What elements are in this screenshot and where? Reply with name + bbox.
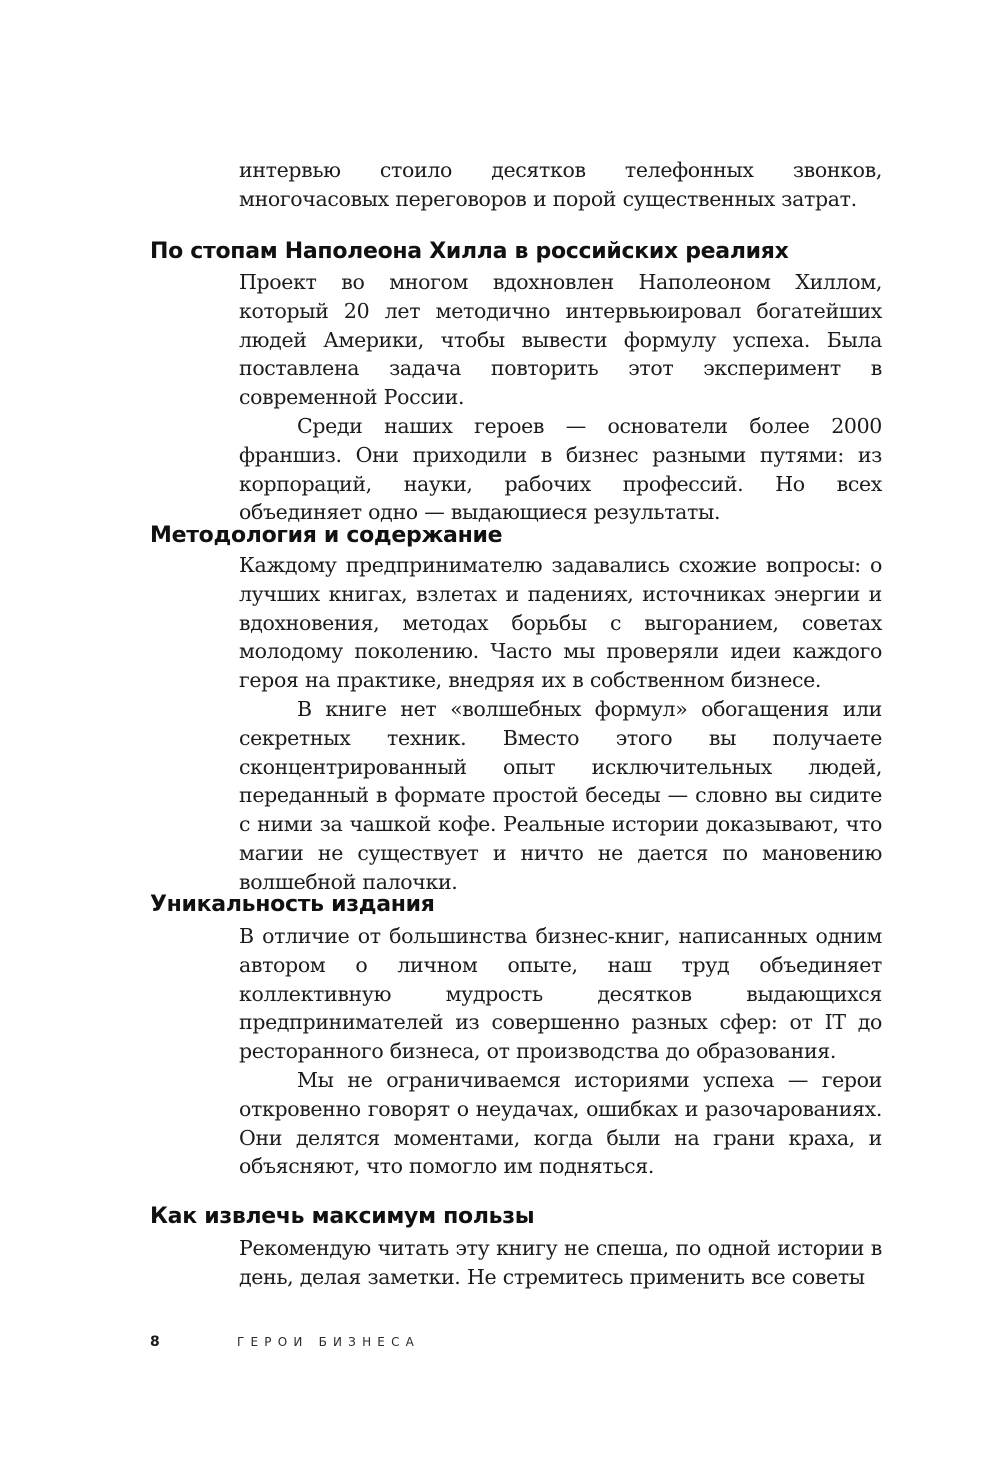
paragraph: Каждому предпринимателю задавались схожие вопросы: о лучших книгах, взлетах и падениях, источниках энергии и вдохновения, методах борьбы с выгоранием, советах молодому поколению. Часто мы проверяли идеи каждого героя на практике, внедряя их в собственном бизнесе.: [239, 553, 882, 693]
section-heading-max-benefit: Как извлечь максимум пользы: [150, 1204, 535, 1229]
section-body-uniqueness: [239, 922, 882, 1181]
section-body-napoleon-hill: [239, 268, 882, 527]
section-heading-napoleon-hill: По стопам Наполеона Хилла в российских реалиях: [150, 239, 789, 264]
running-title: ГЕРОИ БИЗНЕСА: [237, 1335, 421, 1349]
paragraph: Рекомендую читать эту книгу не спеша, по одной истории в день, делая заметки. Не стремитесь применить все советы: [239, 1236, 882, 1289]
paragraph: Мы не ограничиваемся историями успеха — герои откровенно говорят о неудачах, ошибках и разочарованиях. Они делятся моментами, когда были на грани краха, и объясняют, что помогло им подняться.: [239, 1067, 882, 1179]
intro-block: [239, 156, 882, 214]
paragraph: Среди наших героев — основатели более 2000 франшиз. Они приходили в бизнес разными путями: из корпораций, науки, рабочих профессий. Но всех объединяет одно — выдающиеся результаты.: [239, 413, 882, 525]
section-heading-methodology: Методология и содержание: [150, 523, 503, 548]
section-body-max-benefit: [239, 1234, 882, 1292]
paragraph: интервью стоило десятков телефонных звонков, многочасовых переговоров и порой существенных затрат.: [239, 158, 882, 211]
section-heading-uniqueness: Уникальность издания: [150, 892, 435, 917]
paragraph: В книге нет «волшебных формул» обогащения или секретных техник. Вместо этого вы получаете сконцентрированный опыт исключительных людей, переданный в формате простой беседы — словно вы сидите с ними за чашкой кофе. Реальные истории доказывают, что магии не существует и ничто не дается по мановению волшебной палочки.: [239, 696, 882, 894]
section-body-methodology: [239, 551, 882, 897]
paragraph: В отличие от большинства бизнес-книг, написанных одним автором о личном опыте, наш труд объединяет коллективную мудрость десятков выдающихся предпринимателей из совершенно разных сфер: от IT до ресторанного бизнеса, от производства до образования.: [239, 924, 882, 1064]
paragraph: Проект во многом вдохновлен Наполеоном Хиллом, который 20 лет методично интервьюировал богатейших людей Америки, чтобы вывести формулу успеха. Была поставлена задача повторить этот эксперимент в современной России.: [239, 270, 882, 410]
page-number: 8: [150, 1334, 160, 1350]
